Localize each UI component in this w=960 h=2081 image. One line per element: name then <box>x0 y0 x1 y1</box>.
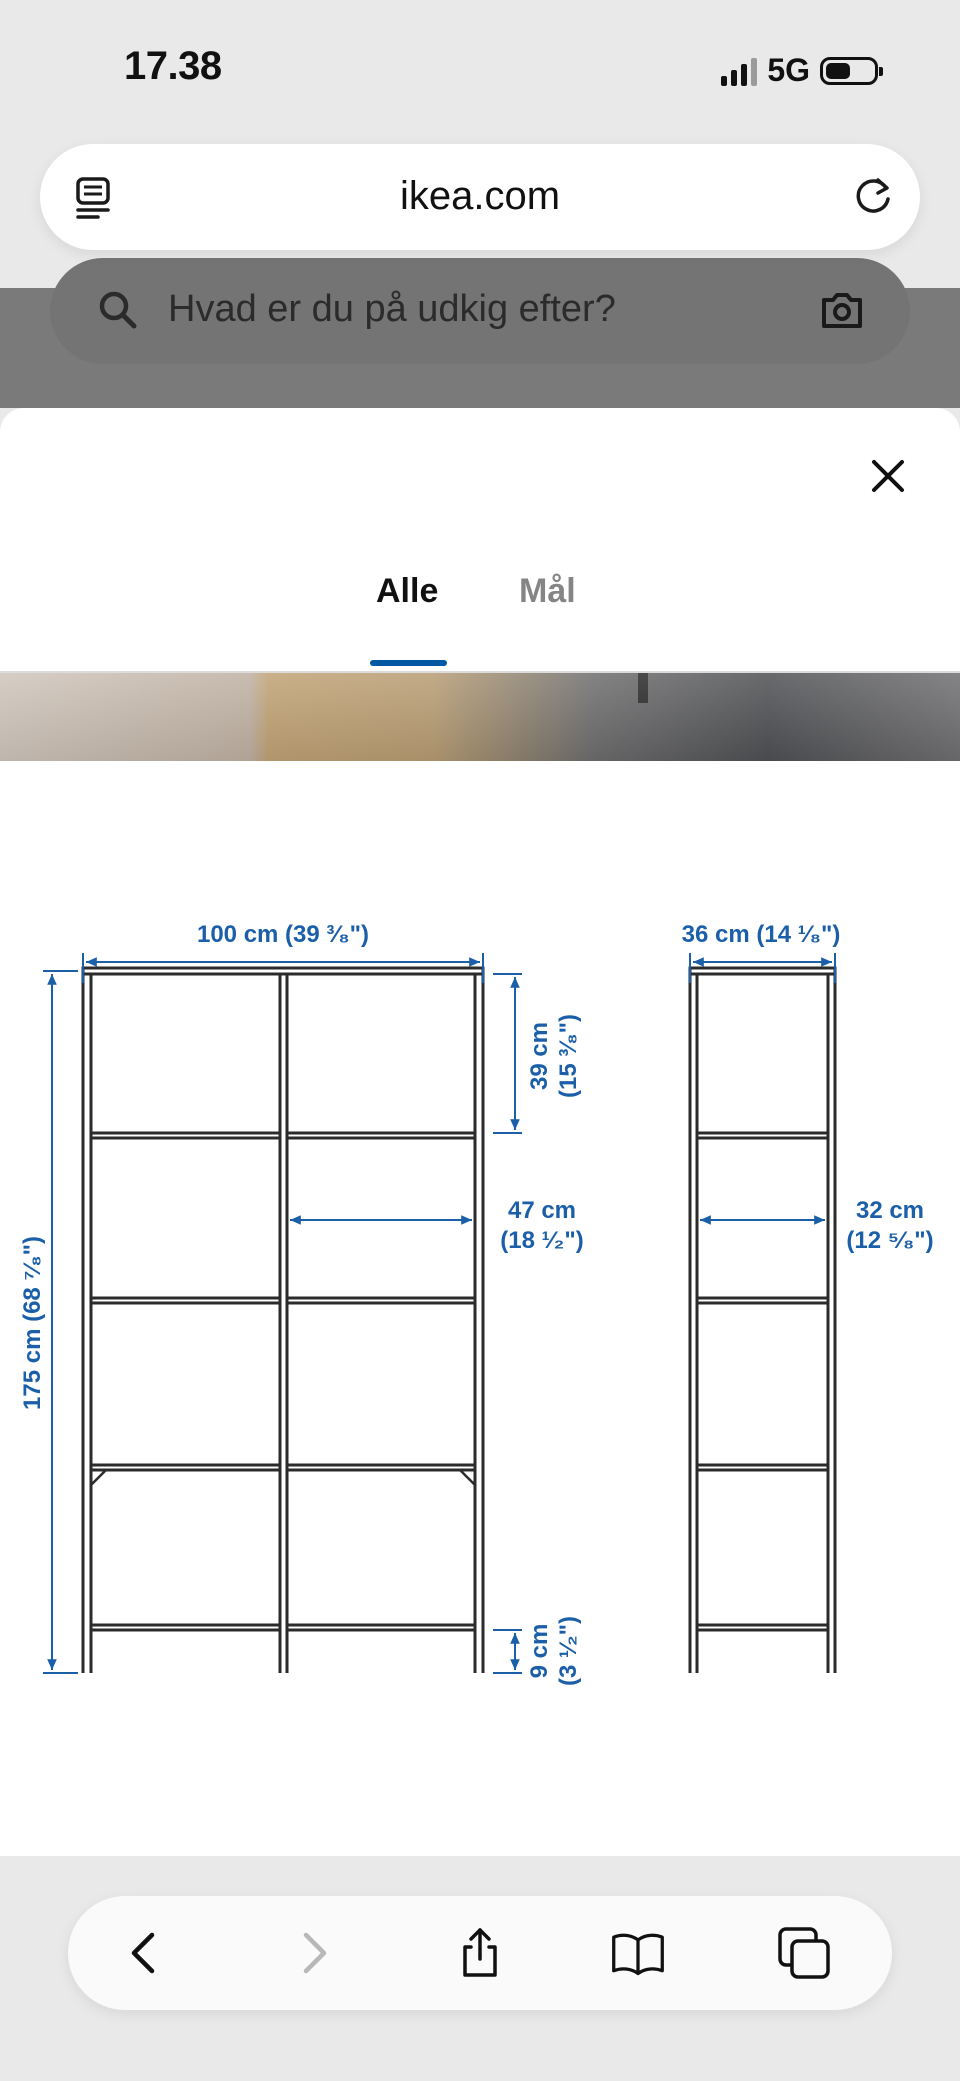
status-bar <box>0 0 960 140</box>
tabs-button[interactable] <box>776 1925 832 1981</box>
status-indicators <box>721 52 878 89</box>
share-button[interactable] <box>452 1925 508 1981</box>
search-input[interactable]: Hvad er du på udkig efter? <box>168 288 616 330</box>
close-button[interactable] <box>862 450 914 502</box>
label-bottom-clearance-cm: 9 cm <box>526 1623 553 1679</box>
url-text[interactable]: ikea.com <box>399 174 561 218</box>
chevron-right-icon <box>306 1935 324 1971</box>
network-label: 5G <box>767 52 810 88</box>
active-tab-indicator <box>370 660 447 666</box>
back-button[interactable] <box>118 1925 174 1981</box>
signal-icon <box>721 56 757 86</box>
address-bar[interactable] <box>40 144 920 250</box>
label-inner-width-cm: 47 cm <box>507 1197 577 1224</box>
label-side-depth: 36 cm (14 ¹⁄₈") <box>681 921 841 948</box>
tab-maal[interactable]: Mål <box>519 572 576 610</box>
chevron-left-icon <box>134 1935 152 1971</box>
book-icon <box>614 1935 663 1973</box>
label-total-height: 175 cm (68 ⁷⁄₈") <box>19 1236 46 1410</box>
share-icon <box>465 1930 495 1975</box>
media-tabs <box>0 572 960 672</box>
side-view-shelf <box>690 968 835 1673</box>
label-inner-width-in: (18 ¹⁄₂") <box>500 1227 584 1254</box>
browser-bottom-bar <box>0 1856 960 2081</box>
search-icon <box>94 286 142 334</box>
label-bottom-clearance-in: (3 ¹⁄₂") <box>555 1615 582 1687</box>
label-top-compartment-in: (15 ³⁄₈") <box>555 1014 582 1098</box>
dimension-lines <box>43 953 835 1673</box>
browser-toolbar <box>68 1896 892 2010</box>
photo-shade <box>0 673 960 761</box>
tab-alle[interactable]: Alle <box>376 572 439 610</box>
bookmarks-button[interactable] <box>610 1925 666 1981</box>
label-top-compartment-cm: 39 cm <box>526 1021 553 1091</box>
dimension-drawing[interactable] <box>0 848 960 1687</box>
label-front-width: 100 cm (39 ³⁄₈") <box>196 921 370 948</box>
product-media-sheet <box>0 408 960 1856</box>
label-inner-depth-in: (12 ⁵⁄₈") <box>846 1227 934 1254</box>
label-inner-depth-cm: 32 cm <box>855 1197 925 1224</box>
reload-icon[interactable] <box>848 171 898 221</box>
status-time: 17.38 <box>124 44 222 88</box>
close-icon <box>874 462 902 490</box>
forward-button[interactable] <box>284 1925 340 1981</box>
search-bar[interactable] <box>50 258 910 364</box>
tabs-icon <box>780 1929 828 1977</box>
product-photo-partial[interactable] <box>0 673 960 761</box>
camera-icon[interactable] <box>818 286 866 334</box>
front-view-shelf <box>83 968 483 1673</box>
battery-icon <box>820 57 878 85</box>
